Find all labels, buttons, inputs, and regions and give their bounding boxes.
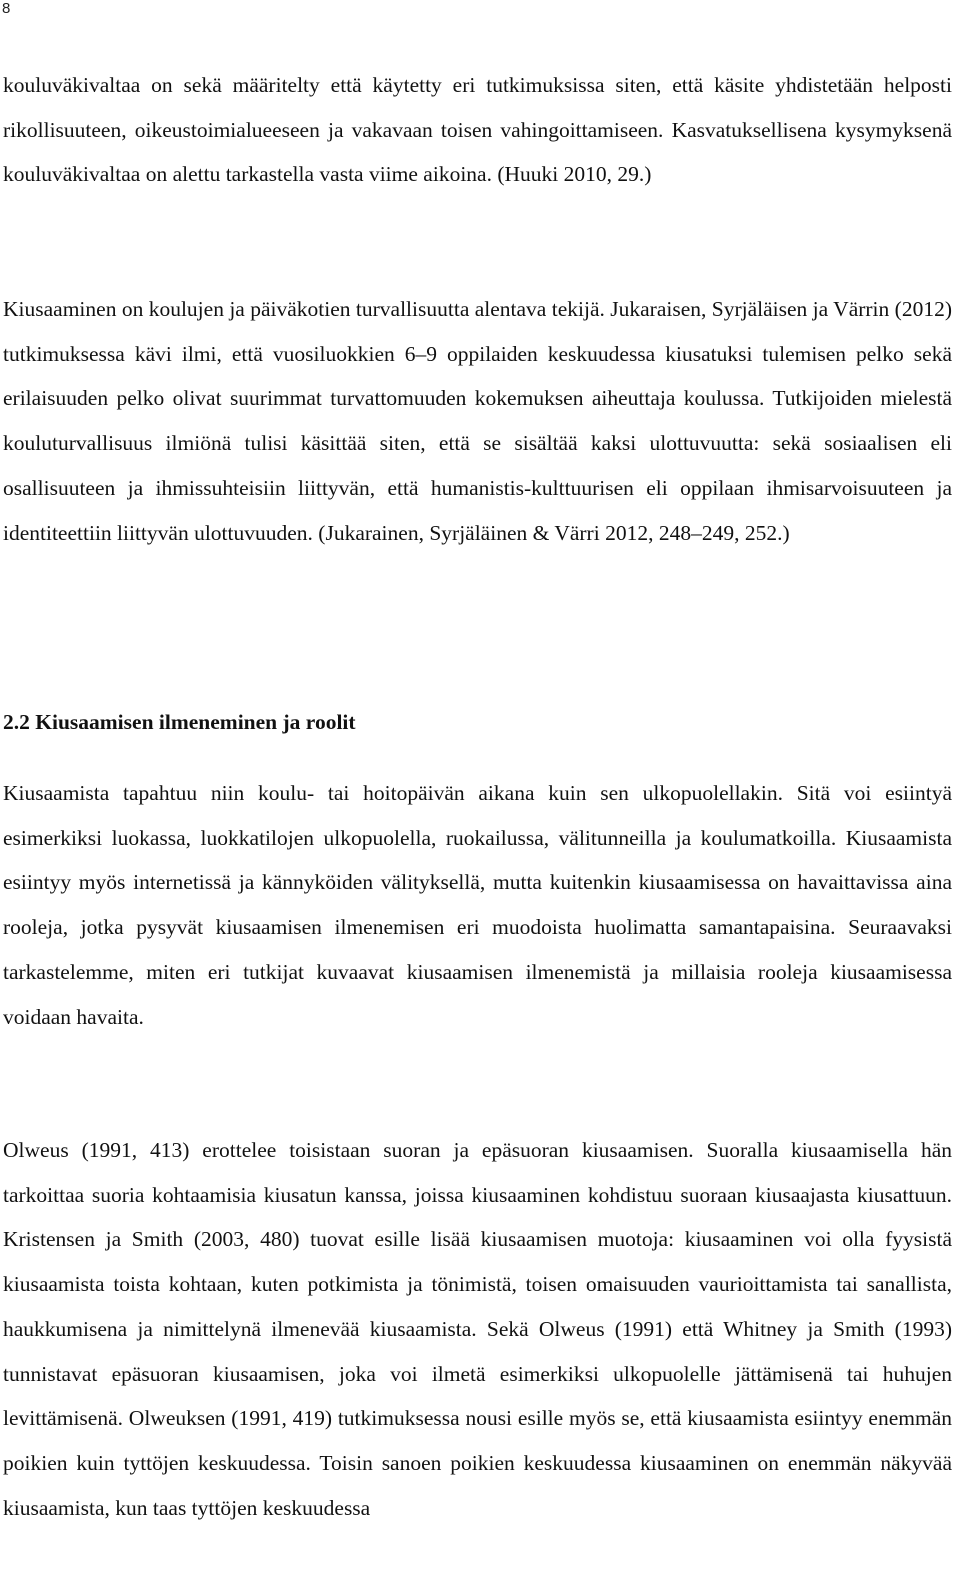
- paragraph-bullying-safety: Kiusaaminen on koulujen ja päiväkotien turvallisuutta alentava tekijä. Jukaraisen, Syrjäläisen ja Värrin (2012) tutkimuksessa kävi ilmi, että vuosiluokkien 6–9 oppilaiden keskuudessa kiusatuksi tulemisen pelko sekä erilaisuuden pelko olivat suurimmat turvattomuuden kokemuksen aiheuttaja koulussa. Tutkijoiden mielestä kouluturvallisuus ilmiönä tulisi käsittää siten, että se sisältää kaksi ulottuvuutta: sekä sosiaalisen eli osallisuuteen ja ihmissuhteisiin liittyvän, että humanistis-kulttuurisen eli oppilaan ihmisarvoisuuteen ja identiteettiin liittyvän ulottuvuuden. (Jukarainen, Syrjäläinen & Värri 2012, 248–249, 252.): [3, 297, 952, 545]
- section-heading: 2.2 Kiusaamisen ilmeneminen ja roolit: [3, 710, 356, 734]
- paragraph-direct-indirect-bullying: Olweus (1991, 413) erottelee toisistaan suoran ja epäsuoran kiusaamisen. Suoralla kiusaamisella hän tarkoittaa suoria kohtaamisia kiusatun kanssa, joissa kiusaaminen kohdistuu suoraan kiusaajasta kiusattuun. Kristensen ja Smith (2003, 480) tuovat esille lisää kiusaamisen muotoja: kiusaaminen voi olla fyysistä kiusaamista toista kohtaan, kuten potkimista ja tönimistä, toisen omaisuuden vaurioittamista tai sanallista, haukkumisena ja nimittelynä ilmenevää kiusaamista. Sekä Olweus (1991) että Whitney ja Smith (1993) tunnistavat epäsuoran kiusaamisen, joka voi ilmetä esimerkiksi ulkopuolelle jättämisenä tai huhujen levittämisenä. Olweuksen (1991, 419) tutkimuksessa nousi esille myös se, että kiusaamista esiintyy enemmän poikien kuin tyttöjen keskuudessa. Toisin sanoen poikien keskuudessa kiusaaminen on enemmän näkyvää kiusaamista, kun taas tyttöjen keskuudessa: [3, 1138, 952, 1520]
- page-number: 8: [2, 0, 11, 17]
- paragraph-bullying-occurrence: Kiusaamista tapahtuu niin koulu- tai hoitopäivän aikana kuin sen ulkopuolellakin. Sitä voi esiintyä esimerkiksi luokassa, luokkatilojen ulkopuolella, ruokailussa, välitunneilla ja koulumatkoilla. Kiusaamista esiintyy myös internetissä ja kännyköiden välityksellä, mutta kuitenkin kiusaamisessa on havaittavissa aina rooleja, jotka pysyvät kiusaamisen ilmenemisen eri muodoista huolimatta samantapaisina. Seuraavaksi tarkastelemme, miten eri tutkijat kuvaavat kiusaamisen ilmenemistä ja millaisia rooleja kiusaamisessa voidaan havaita.: [3, 781, 952, 1029]
- paragraph-school-violence: kouluväkivaltaa on sekä määritelty että käytetty eri tutkimuksissa siten, että käsite yhdistetään helposti rikollisuuteen, oikeustoimialueeseen ja vakavaan toisen vahingoittamiseen. Kasvatuksellisena kysymyksenä kouluväkivaltaa on alettu tarkastella vasta viime aikoina. (Huuki 2010, 29.): [3, 73, 952, 187]
